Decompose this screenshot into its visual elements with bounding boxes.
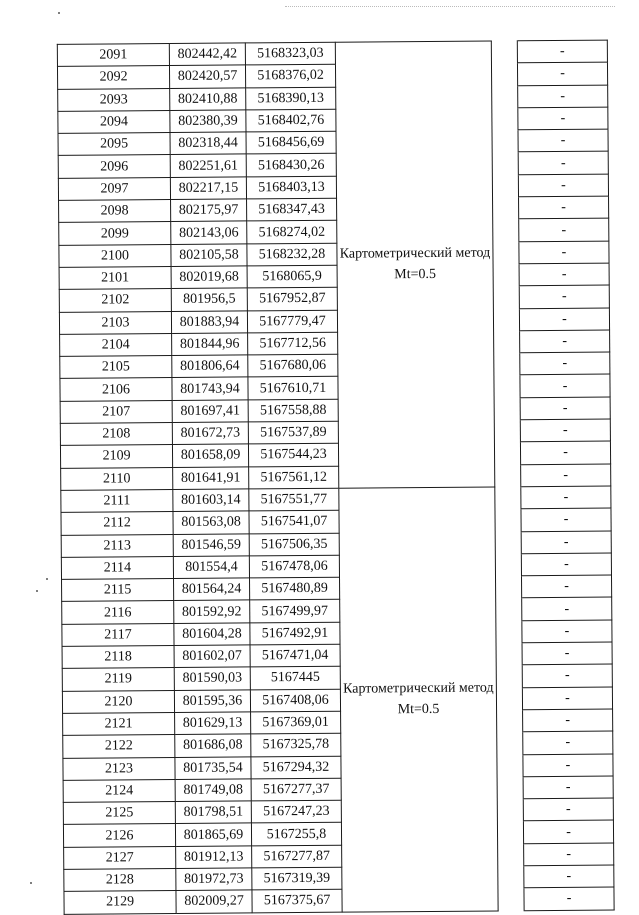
method-label: Картометрический метод	[339, 245, 491, 263]
point-number-cell: 2112	[61, 512, 173, 535]
point-number-cell: 2110	[61, 467, 173, 490]
point-number-cell: 2115	[62, 579, 174, 602]
x-coordinate-cell: 801592,92	[174, 600, 250, 623]
spacer-cell	[496, 687, 522, 710]
point-number-cell: 2118	[62, 646, 174, 669]
dash-cell: -	[520, 397, 610, 420]
point-number-cell: 2119	[62, 668, 174, 691]
dash-cell: -	[522, 664, 612, 687]
spacer-cell	[492, 175, 518, 198]
spacer-cell	[496, 598, 522, 621]
y-coordinate-cell: 5168402,76	[246, 109, 336, 132]
point-number-cell: 2098	[59, 200, 171, 223]
spacer-cell	[493, 264, 519, 287]
point-number-cell: 2126	[63, 824, 175, 847]
y-coordinate-cell: 5167375,67	[252, 889, 342, 912]
spacer-cell	[494, 420, 520, 443]
spacer-cell	[497, 732, 523, 755]
x-coordinate-cell: 802175,97	[171, 199, 247, 222]
spacer-cell	[496, 643, 522, 666]
dash-cell: -	[523, 754, 613, 777]
point-number-cell: 2106	[60, 378, 172, 401]
table-row	[64, 887, 614, 914]
coordinates-table-body	[57, 40, 614, 914]
x-coordinate-cell: 801956,5	[171, 288, 247, 311]
x-coordinate-cell: 802380,39	[170, 110, 246, 133]
x-coordinate-cell: 801798,51	[175, 801, 251, 824]
y-coordinate-cell: 5167506,35	[249, 533, 339, 556]
point-number-cell: 2109	[60, 445, 172, 468]
dash-cell: -	[519, 285, 609, 308]
dash-cell: -	[522, 687, 612, 710]
dash-cell: -	[518, 85, 608, 108]
point-number-cell: 2121	[63, 712, 175, 735]
spacer-cell	[493, 241, 519, 264]
x-coordinate-cell: 801546,59	[173, 533, 249, 556]
dash-cell: -	[522, 642, 612, 665]
method-cell	[335, 41, 494, 488]
y-coordinate-cell: 5168390,13	[246, 87, 336, 110]
y-coordinate-cell: 5167255,8	[251, 823, 341, 846]
x-coordinate-cell: 801865,69	[175, 823, 251, 846]
spacer-cell	[495, 554, 521, 577]
x-coordinate-cell: 801686,08	[175, 734, 251, 757]
dash-cell: -	[518, 152, 608, 175]
y-coordinate-cell: 5167319,39	[252, 867, 342, 890]
y-coordinate-cell: 5167277,87	[252, 845, 342, 868]
dash-cell: -	[517, 62, 607, 85]
x-coordinate-cell: 801641,91	[173, 467, 249, 490]
coordinates-table	[57, 40, 615, 915]
y-coordinate-cell: 5167779,47	[247, 310, 337, 333]
x-coordinate-cell: 802442,42	[169, 43, 245, 66]
point-number-cell: 2129	[64, 891, 176, 914]
spacer-cell	[497, 710, 523, 733]
spacer-cell	[493, 286, 519, 309]
point-number-cell: 2113	[61, 534, 173, 557]
point-number-cell: 2092	[57, 66, 169, 89]
x-coordinate-cell: 801912,13	[176, 846, 252, 869]
dash-cell: -	[521, 464, 611, 487]
x-coordinate-cell: 801749,08	[175, 779, 251, 802]
y-coordinate-cell: 5167712,56	[248, 332, 338, 355]
y-coordinate-cell: 5167499,97	[250, 600, 340, 623]
x-coordinate-cell: 801602,07	[174, 645, 250, 668]
spacer-cell	[496, 665, 522, 688]
dash-cell: -	[523, 709, 613, 732]
y-coordinate-cell: 5167492,91	[250, 622, 340, 645]
y-coordinate-cell: 5167445	[250, 667, 340, 690]
y-coordinate-cell: 5167680,06	[248, 354, 338, 377]
method-label: Картометрический метод	[343, 680, 494, 697]
point-number-cell: 2096	[58, 155, 170, 178]
y-coordinate-cell: 5167551,77	[249, 488, 339, 511]
y-coordinate-cell: 5167369,01	[251, 711, 341, 734]
x-coordinate-cell: 801595,36	[174, 690, 250, 713]
dash-cell: -	[520, 330, 610, 353]
spacer-cell	[495, 531, 521, 554]
dash-cell: -	[517, 40, 607, 63]
spacer-cell	[498, 843, 524, 866]
y-coordinate-cell: 5168347,43	[247, 198, 337, 221]
point-number-cell: 2120	[62, 690, 174, 713]
dash-cell: -	[519, 263, 609, 286]
dash-cell: -	[520, 375, 610, 398]
y-coordinate-cell: 5168232,28	[247, 243, 337, 266]
dash-cell: -	[520, 419, 610, 442]
y-coordinate-cell: 5167610,71	[248, 377, 338, 400]
point-number-cell: 2101	[59, 266, 171, 289]
y-coordinate-cell: 5168456,69	[246, 131, 336, 154]
spacer-cell	[498, 888, 524, 911]
x-coordinate-cell: 801604,28	[174, 623, 250, 646]
spacer-cell	[494, 398, 520, 421]
point-number-cell: 2123	[63, 757, 175, 780]
dash-cell: -	[522, 597, 612, 620]
dash-cell: -	[520, 441, 610, 464]
point-number-cell: 2104	[60, 333, 172, 356]
y-coordinate-cell: 5167408,06	[250, 689, 340, 712]
point-number-cell: 2095	[58, 133, 170, 156]
point-number-cell: 2099	[59, 222, 171, 245]
x-coordinate-cell: 801554,4	[173, 556, 249, 579]
point-number-cell: 2116	[62, 601, 174, 624]
x-coordinate-cell: 802217,15	[170, 177, 246, 200]
point-number-cell: 2124	[63, 779, 175, 802]
y-coordinate-cell: 5168065,9	[247, 265, 337, 288]
accuracy-label: Mt=0.5	[397, 702, 440, 718]
y-coordinate-cell: 5167544,23	[248, 444, 338, 467]
spacer-cell	[495, 576, 521, 599]
x-coordinate-cell: 801735,54	[175, 756, 251, 779]
spacer-cell	[494, 353, 520, 376]
dash-cell: -	[523, 731, 613, 754]
spacer-cell	[497, 777, 523, 800]
spacer-cell	[495, 487, 521, 510]
point-number-cell: 2128	[64, 868, 176, 891]
x-coordinate-cell: 801743,94	[172, 377, 248, 400]
point-number-cell: 2097	[58, 177, 170, 200]
y-coordinate-cell: 5167537,89	[248, 421, 338, 444]
dash-cell: -	[518, 107, 608, 130]
point-number-cell: 2091	[57, 44, 169, 67]
dash-cell: -	[518, 129, 608, 152]
dash-cell: -	[524, 887, 614, 910]
accuracy-label: Mt=0.5	[394, 267, 437, 283]
y-coordinate-cell: 5167277,37	[251, 778, 341, 801]
spacer-cell	[495, 509, 521, 532]
spacer-cell	[496, 620, 522, 643]
dash-cell: -	[523, 820, 613, 843]
y-coordinate-cell: 5167952,87	[247, 287, 337, 310]
x-coordinate-cell: 801563,08	[173, 511, 249, 534]
y-coordinate-cell: 5167325,78	[251, 733, 341, 756]
point-number-cell: 2102	[59, 289, 171, 312]
point-number-cell: 2103	[59, 311, 171, 334]
spacer-cell	[493, 219, 519, 242]
point-number-cell: 2117	[62, 623, 174, 646]
x-coordinate-cell: 802410,88	[170, 88, 246, 111]
spacer-cell	[494, 442, 520, 465]
spacer-cell	[497, 754, 523, 777]
point-number-cell: 2105	[60, 356, 172, 379]
dash-cell: -	[523, 798, 613, 821]
dash-cell: -	[519, 308, 609, 331]
x-coordinate-cell: 802105,58	[171, 244, 247, 267]
x-coordinate-cell: 802318,44	[170, 132, 246, 155]
y-coordinate-cell: 5168376,02	[245, 65, 335, 88]
x-coordinate-cell: 801972,73	[176, 868, 252, 891]
y-coordinate-cell: 5167541,07	[249, 510, 339, 533]
y-coordinate-cell: 5167478,06	[249, 555, 339, 578]
point-number-cell: 2093	[58, 88, 170, 111]
point-number-cell: 2122	[63, 735, 175, 758]
point-number-cell: 2094	[58, 110, 170, 133]
point-number-cell: 2100	[59, 244, 171, 267]
x-coordinate-cell: 801603,14	[173, 489, 249, 512]
x-coordinate-cell: 801883,94	[171, 310, 247, 333]
spacer-cell	[492, 130, 518, 153]
x-coordinate-cell: 801564,24	[174, 578, 250, 601]
x-coordinate-cell: 802019,68	[171, 266, 247, 289]
point-number-cell: 2107	[60, 400, 172, 423]
y-coordinate-cell: 5168403,13	[246, 176, 336, 199]
dash-cell: -	[521, 508, 611, 531]
x-coordinate-cell: 801590,03	[174, 667, 250, 690]
dash-cell: -	[519, 241, 609, 264]
point-number-cell: 2114	[61, 556, 173, 579]
y-coordinate-cell: 5167558,88	[248, 399, 338, 422]
spacer-cell	[497, 821, 523, 844]
x-coordinate-cell: 801658,09	[172, 444, 248, 467]
spacer-cell	[492, 85, 518, 108]
dash-cell: -	[519, 196, 609, 219]
x-coordinate-cell: 802009,27	[176, 890, 252, 913]
spacer-cell	[493, 308, 519, 331]
spacer-cell	[498, 866, 524, 889]
y-coordinate-cell: 5167294,32	[251, 756, 341, 779]
x-coordinate-cell: 802251,61	[170, 154, 246, 177]
point-number-cell: 2108	[60, 423, 172, 446]
x-coordinate-cell: 802143,06	[171, 221, 247, 244]
method-cell	[339, 487, 498, 912]
point-number-cell: 2127	[64, 846, 176, 869]
x-coordinate-cell: 802420,57	[169, 65, 245, 88]
spacer-cell	[491, 63, 517, 86]
dash-cell: -	[519, 218, 609, 241]
dash-cell: -	[521, 486, 611, 509]
dash-cell: -	[523, 776, 613, 799]
dash-cell: -	[522, 620, 612, 643]
x-coordinate-cell: 801844,96	[172, 333, 248, 356]
dash-cell: -	[521, 575, 611, 598]
spacer-cell	[494, 331, 520, 354]
dash-cell: -	[524, 865, 614, 888]
x-coordinate-cell: 801629,13	[175, 712, 251, 735]
spacer-cell	[492, 108, 518, 131]
y-coordinate-cell: 5168430,26	[246, 154, 336, 177]
x-coordinate-cell: 801806,64	[172, 355, 248, 378]
dash-cell: -	[521, 553, 611, 576]
dash-cell: -	[520, 352, 610, 375]
dash-cell: -	[524, 843, 614, 866]
y-coordinate-cell: 5168274,02	[247, 221, 337, 244]
spacer-cell	[494, 375, 520, 398]
dash-cell: -	[518, 174, 608, 197]
y-coordinate-cell: 5167480,89	[250, 577, 340, 600]
dash-cell: -	[521, 531, 611, 554]
spacer-cell	[493, 197, 519, 220]
y-coordinate-cell: 5167247,23	[251, 800, 341, 823]
spacer-cell	[492, 152, 518, 175]
point-number-cell: 2111	[61, 489, 173, 512]
y-coordinate-cell: 5168323,03	[245, 42, 335, 65]
point-number-cell: 2125	[63, 802, 175, 825]
spacer-cell	[491, 41, 517, 64]
x-coordinate-cell: 801697,41	[172, 400, 248, 423]
y-coordinate-cell: 5167561,12	[249, 466, 339, 489]
y-coordinate-cell: 5167471,04	[250, 644, 340, 667]
x-coordinate-cell: 801672,73	[172, 422, 248, 445]
spacer-cell	[497, 799, 523, 822]
spacer-cell	[495, 464, 521, 487]
